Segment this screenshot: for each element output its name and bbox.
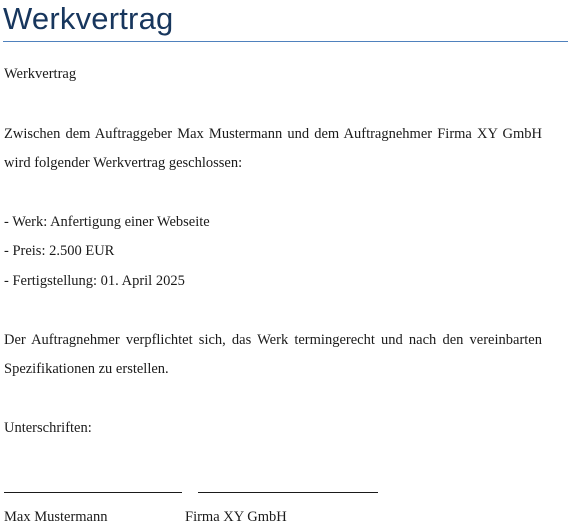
signatory-client: Max Mustermann: [4, 509, 108, 525]
intro-line-1: Zwischen dem Auftraggeber Max Mustermann und dem Auftragnehmer Firma XY GmbH: [4, 126, 542, 142]
term-price: - Preis: 2.500 EUR: [4, 243, 115, 259]
document-heading: Werkvertrag: [3, 1, 174, 36]
signature-line-contractor: [198, 492, 378, 493]
signature-line-client: [4, 492, 182, 493]
heading-divider: [3, 41, 568, 42]
obligation-line-2: Spezifikationen zu erstellen.: [4, 361, 169, 377]
signatures-label: Unterschriften:: [4, 420, 92, 436]
signatory-contractor: Firma XY GmbH: [185, 509, 287, 525]
document-subheading: Werkvertrag: [4, 66, 77, 82]
intro-line-2: wird folgender Werkvertrag geschlossen:: [4, 155, 243, 171]
term-completion-date: - Fertigstellung: 01. April 2025: [4, 273, 185, 289]
obligation-line-1: Der Auftragnehmer verpflichtet sich, das Werk termingerecht und nach den vereinbarten: [4, 332, 542, 348]
term-work: - Werk: Anfertigung einer Webseite: [4, 214, 210, 230]
